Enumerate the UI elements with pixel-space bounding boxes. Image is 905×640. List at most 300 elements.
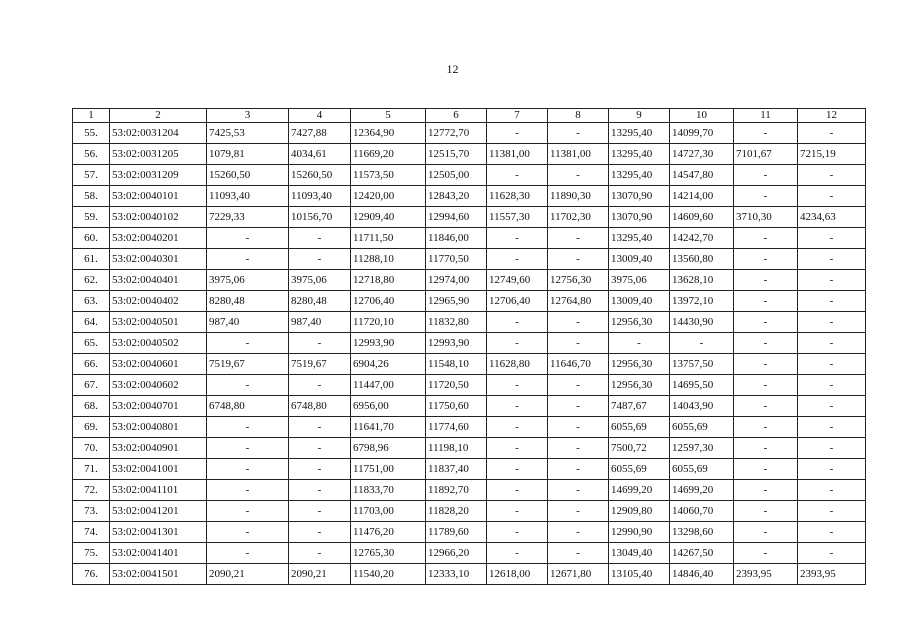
table-cell: 6748,80: [207, 396, 289, 417]
page-number: 12: [446, 62, 459, 76]
table-cell: -: [734, 291, 798, 312]
table-cell: 4034,61: [289, 144, 351, 165]
table-cell: 53:02:0040602: [110, 375, 207, 396]
table-cell: -: [548, 543, 609, 564]
table-cell: 11540,20: [351, 564, 426, 585]
column-header: 7: [487, 109, 548, 123]
table-cell: 12965,90: [426, 291, 487, 312]
table-cell: -: [798, 480, 866, 501]
table-cell: 53:02:0040401: [110, 270, 207, 291]
table-cell: 12333,10: [426, 564, 487, 585]
table-cell: -: [487, 375, 548, 396]
table-cell: -: [289, 249, 351, 270]
table-cell: 2393,95: [798, 564, 866, 585]
table-row: [73, 249, 866, 270]
table-cell: -: [798, 270, 866, 291]
table-cell: 53:02:0040601: [110, 354, 207, 375]
table-cell: -: [207, 543, 289, 564]
table-cell: 14043,90: [670, 396, 734, 417]
table-cell: 11381,00: [548, 144, 609, 165]
table-row: [73, 123, 866, 144]
table-row: [73, 501, 866, 522]
table-cell: 14727,30: [670, 144, 734, 165]
table-cell: -: [207, 438, 289, 459]
table-cell: -: [289, 459, 351, 480]
table-row: [73, 228, 866, 249]
table-cell: 12706,40: [487, 291, 548, 312]
table-cell: 11573,50: [351, 165, 426, 186]
table-cell: 3975,06: [609, 270, 670, 291]
table-cell: -: [798, 375, 866, 396]
table-cell: -: [289, 522, 351, 543]
table-cell: -: [487, 543, 548, 564]
column-header: 11: [734, 109, 798, 123]
table-cell: 11628,80: [487, 354, 548, 375]
table-cell: 7519,67: [207, 354, 289, 375]
table-cell: 68.: [73, 396, 110, 417]
table-cell: 11288,10: [351, 249, 426, 270]
table-cell: -: [734, 270, 798, 291]
table-cell: 12966,20: [426, 543, 487, 564]
table-cell: 14430,90: [670, 312, 734, 333]
table-cell: -: [487, 249, 548, 270]
table-cell: -: [734, 480, 798, 501]
table-cell: 11646,70: [548, 354, 609, 375]
table-cell: 14060,70: [670, 501, 734, 522]
table-cell: 53:02:0040701: [110, 396, 207, 417]
table-cell: -: [289, 375, 351, 396]
table-cell: -: [798, 333, 866, 354]
table-cell: -: [548, 522, 609, 543]
table-cell: 13295,40: [609, 165, 670, 186]
table-cell: 53:02:0040402: [110, 291, 207, 312]
table-cell: 60.: [73, 228, 110, 249]
table-cell: -: [734, 375, 798, 396]
table-cell: 53:02:0041301: [110, 522, 207, 543]
table-cell: -: [734, 312, 798, 333]
table-cell: -: [207, 417, 289, 438]
table-cell: 14214,00: [670, 186, 734, 207]
table-cell: 11890,30: [548, 186, 609, 207]
table-cell: -: [734, 501, 798, 522]
header-row: [73, 109, 866, 123]
table-cell: 53:02:0031205: [110, 144, 207, 165]
table-cell: -: [487, 501, 548, 522]
table-cell: 12974,00: [426, 270, 487, 291]
table-cell: -: [734, 417, 798, 438]
table-cell: 12765,30: [351, 543, 426, 564]
table-cell: 13009,40: [609, 249, 670, 270]
table-cell: 987,40: [207, 312, 289, 333]
table-cell: -: [548, 459, 609, 480]
table-cell: -: [798, 396, 866, 417]
table-cell: 2090,21: [289, 564, 351, 585]
table-cell: 58.: [73, 186, 110, 207]
table-cell: 11093,40: [207, 186, 289, 207]
column-header: 1: [73, 109, 110, 123]
data-table: [72, 108, 866, 585]
table-cell: 12515,70: [426, 144, 487, 165]
table-cell: -: [734, 354, 798, 375]
column-header: 8: [548, 109, 609, 123]
table-cell: 6055,69: [609, 459, 670, 480]
table-cell: -: [207, 501, 289, 522]
table-cell: 6956,00: [351, 396, 426, 417]
table-cell: -: [487, 522, 548, 543]
table-cell: 53:02:0040301: [110, 249, 207, 270]
table-cell: 53:02:0041401: [110, 543, 207, 564]
table-cell: -: [798, 186, 866, 207]
table-cell: 1079,81: [207, 144, 289, 165]
table-cell: -: [734, 543, 798, 564]
table-cell: 13295,40: [609, 144, 670, 165]
table-cell: -: [734, 396, 798, 417]
table-cell: 11381,00: [487, 144, 548, 165]
table-cell: 11720,50: [426, 375, 487, 396]
table-cell: -: [487, 312, 548, 333]
table-cell: 12909,80: [609, 501, 670, 522]
column-header: 2: [110, 109, 207, 123]
table-cell: 11641,70: [351, 417, 426, 438]
table-cell: 11750,60: [426, 396, 487, 417]
table-cell: -: [548, 312, 609, 333]
table-cell: 67.: [73, 375, 110, 396]
table-cell: -: [548, 480, 609, 501]
table-cell: -: [548, 228, 609, 249]
table-cell: 2393,95: [734, 564, 798, 585]
table-cell: -: [548, 123, 609, 144]
table-cell: -: [487, 459, 548, 480]
table-cell: -: [734, 522, 798, 543]
table-cell: -: [207, 375, 289, 396]
table-cell: -: [487, 333, 548, 354]
table-cell: 7500,72: [609, 438, 670, 459]
column-header: 6: [426, 109, 487, 123]
table-cell: -: [798, 312, 866, 333]
table-cell: 12956,30: [609, 375, 670, 396]
table-cell: 13295,40: [609, 123, 670, 144]
table-cell: 11447,00: [351, 375, 426, 396]
table-cell: 66.: [73, 354, 110, 375]
table-cell: -: [798, 459, 866, 480]
column-header: 9: [609, 109, 670, 123]
table-cell: -: [670, 333, 734, 354]
table-cell: -: [548, 375, 609, 396]
table-cell: 3710,30: [734, 207, 798, 228]
table-cell: -: [487, 480, 548, 501]
table-cell: -: [734, 249, 798, 270]
table-cell: 15260,50: [207, 165, 289, 186]
table-cell: 11703,00: [351, 501, 426, 522]
table-cell: 7229,33: [207, 207, 289, 228]
table-cell: 14547,80: [670, 165, 734, 186]
table-cell: 13972,10: [670, 291, 734, 312]
table-cell: 14846,40: [670, 564, 734, 585]
table-cell: -: [487, 438, 548, 459]
table-cell: 53:02:0040501: [110, 312, 207, 333]
table-cell: -: [487, 396, 548, 417]
table-body: [73, 123, 866, 585]
table-cell: 13070,90: [609, 207, 670, 228]
table-cell: 53:02:0041101: [110, 480, 207, 501]
table-cell: -: [548, 396, 609, 417]
table-cell: 59.: [73, 207, 110, 228]
table-cell: -: [548, 249, 609, 270]
table-cell: -: [548, 501, 609, 522]
table-cell: -: [798, 501, 866, 522]
table-cell: -: [207, 459, 289, 480]
table-cell: -: [734, 165, 798, 186]
table-cell: -: [798, 228, 866, 249]
table-cell: -: [487, 165, 548, 186]
table-cell: 2090,21: [207, 564, 289, 585]
column-header: 4: [289, 109, 351, 123]
table-cell: 6055,69: [670, 417, 734, 438]
table-cell: 12597,30: [670, 438, 734, 459]
table-cell: 74.: [73, 522, 110, 543]
table-row: [73, 207, 866, 228]
table-cell: 7101,67: [734, 144, 798, 165]
table-cell: 11093,40: [289, 186, 351, 207]
table-cell: 8280,48: [207, 291, 289, 312]
table-cell: 12706,40: [351, 291, 426, 312]
table-row: [73, 165, 866, 186]
table-cell: 14267,50: [670, 543, 734, 564]
table-row: [73, 564, 866, 585]
table-cell: -: [207, 249, 289, 270]
table-row: [73, 522, 866, 543]
table-cell: 13298,60: [670, 522, 734, 543]
table-row: [73, 291, 866, 312]
table-cell: -: [798, 522, 866, 543]
table-cell: 14242,70: [670, 228, 734, 249]
table-cell: 4234,63: [798, 207, 866, 228]
column-header: 12: [798, 109, 866, 123]
table-row: [73, 417, 866, 438]
table-cell: -: [207, 228, 289, 249]
table-cell: 3975,06: [207, 270, 289, 291]
table-cell: 7425,53: [207, 123, 289, 144]
column-header: 5: [351, 109, 426, 123]
table-cell: -: [289, 480, 351, 501]
table-cell: 53:02:0040502: [110, 333, 207, 354]
table-cell: -: [487, 228, 548, 249]
table-cell: 11548,10: [426, 354, 487, 375]
table-cell: 13070,90: [609, 186, 670, 207]
table-cell: 12843,20: [426, 186, 487, 207]
table-cell: 56.: [73, 144, 110, 165]
table-cell: 11832,80: [426, 312, 487, 333]
table-cell: 11837,40: [426, 459, 487, 480]
table-cell: 11669,20: [351, 144, 426, 165]
table-cell: -: [798, 249, 866, 270]
table-cell: -: [289, 417, 351, 438]
table-cell: 73.: [73, 501, 110, 522]
table-cell: 57.: [73, 165, 110, 186]
table-cell: 64.: [73, 312, 110, 333]
table-row: [73, 333, 866, 354]
table-cell: 12756,30: [548, 270, 609, 291]
table-cell: 6748,80: [289, 396, 351, 417]
table-cell: 12990,90: [609, 522, 670, 543]
table-cell: -: [798, 354, 866, 375]
table-cell: -: [207, 522, 289, 543]
table-cell: 14699,20: [670, 480, 734, 501]
table-cell: -: [798, 417, 866, 438]
table-cell: -: [798, 543, 866, 564]
table-cell: 53:02:0041501: [110, 564, 207, 585]
table-cell: 13560,80: [670, 249, 734, 270]
table-cell: 11198,10: [426, 438, 487, 459]
table-cell: 53:02:0040101: [110, 186, 207, 207]
table-cell: -: [548, 165, 609, 186]
table-row: [73, 375, 866, 396]
column-header: 10: [670, 109, 734, 123]
table-cell: 7215,19: [798, 144, 866, 165]
table-cell: 6055,69: [670, 459, 734, 480]
table-row: [73, 396, 866, 417]
table-cell: 6798,96: [351, 438, 426, 459]
table-row: [73, 438, 866, 459]
table-cell: 3975,06: [289, 270, 351, 291]
column-header: 3: [207, 109, 289, 123]
table-cell: 11720,10: [351, 312, 426, 333]
table-row: [73, 186, 866, 207]
table-cell: 11789,60: [426, 522, 487, 543]
table-cell: 12505,00: [426, 165, 487, 186]
table-cell: -: [798, 291, 866, 312]
table-cell: -: [289, 543, 351, 564]
table-cell: 11702,30: [548, 207, 609, 228]
table-cell: 11828,20: [426, 501, 487, 522]
table-cell: -: [289, 228, 351, 249]
table-cell: 70.: [73, 438, 110, 459]
table-cell: 12993,90: [426, 333, 487, 354]
table-cell: -: [289, 333, 351, 354]
table-cell: 12772,70: [426, 123, 487, 144]
table-cell: -: [548, 417, 609, 438]
table-row: [73, 354, 866, 375]
table-cell: 6904,26: [351, 354, 426, 375]
table-cell: 11833,70: [351, 480, 426, 501]
table-cell: -: [734, 228, 798, 249]
table-cell: 11557,30: [487, 207, 548, 228]
table-cell: -: [289, 438, 351, 459]
table-cell: 12994,60: [426, 207, 487, 228]
table-row: [73, 270, 866, 291]
table-cell: 12909,40: [351, 207, 426, 228]
table-cell: -: [734, 459, 798, 480]
table-cell: 15260,50: [289, 165, 351, 186]
table-cell: 53:02:0031204: [110, 123, 207, 144]
table-cell: -: [798, 123, 866, 144]
table-cell: 12749,60: [487, 270, 548, 291]
table-cell: -: [798, 438, 866, 459]
table-cell: 7487,67: [609, 396, 670, 417]
table-cell: 13049,40: [609, 543, 670, 564]
table-cell: 13105,40: [609, 564, 670, 585]
table-cell: 11476,20: [351, 522, 426, 543]
table-cell: 10156,70: [289, 207, 351, 228]
table-cell: 53:02:0040901: [110, 438, 207, 459]
table-row: [73, 459, 866, 480]
table-cell: 72.: [73, 480, 110, 501]
table-cell: 65.: [73, 333, 110, 354]
table-cell: 75.: [73, 543, 110, 564]
table-cell: 11751,00: [351, 459, 426, 480]
table-cell: 11774,60: [426, 417, 487, 438]
table-cell: -: [734, 186, 798, 207]
table-cell: 53:02:0041001: [110, 459, 207, 480]
table-cell: 53:02:0040201: [110, 228, 207, 249]
table-cell: -: [734, 333, 798, 354]
table-cell: 11711,50: [351, 228, 426, 249]
table-row: [73, 312, 866, 333]
table-cell: 11628,30: [487, 186, 548, 207]
table-cell: 12671,80: [548, 564, 609, 585]
table-cell: 11770,50: [426, 249, 487, 270]
table-cell: 61.: [73, 249, 110, 270]
table-row: [73, 144, 866, 165]
table-cell: -: [207, 333, 289, 354]
table-cell: 6055,69: [609, 417, 670, 438]
table-cell: -: [548, 438, 609, 459]
table-cell: -: [734, 438, 798, 459]
table-cell: 13628,10: [670, 270, 734, 291]
table-cell: 53:02:0031209: [110, 165, 207, 186]
table-cell: 12764,80: [548, 291, 609, 312]
table-cell: 12956,30: [609, 354, 670, 375]
table-cell: 71.: [73, 459, 110, 480]
table-cell: 13295,40: [609, 228, 670, 249]
table-cell: 14695,50: [670, 375, 734, 396]
table-cell: 14609,60: [670, 207, 734, 228]
table-cell: 53:02:0040801: [110, 417, 207, 438]
table-cell: -: [487, 123, 548, 144]
table-cell: 13757,50: [670, 354, 734, 375]
table-cell: -: [289, 501, 351, 522]
table-cell: 14699,20: [609, 480, 670, 501]
table-cell: -: [609, 333, 670, 354]
table-cell: -: [548, 333, 609, 354]
table-cell: 8280,48: [289, 291, 351, 312]
table-cell: 14099,70: [670, 123, 734, 144]
table-cell: 11846,00: [426, 228, 487, 249]
table-cell: 12364,90: [351, 123, 426, 144]
table-row: [73, 543, 866, 564]
table-cell: 7519,67: [289, 354, 351, 375]
table-cell: -: [734, 123, 798, 144]
table-cell: 987,40: [289, 312, 351, 333]
table-cell: 63.: [73, 291, 110, 312]
table-cell: -: [798, 165, 866, 186]
table-cell: 53:02:0041201: [110, 501, 207, 522]
table-cell: 53:02:0040102: [110, 207, 207, 228]
table-cell: 69.: [73, 417, 110, 438]
table-cell: 12618,00: [487, 564, 548, 585]
table-cell: 11892,70: [426, 480, 487, 501]
table-cell: 62.: [73, 270, 110, 291]
table-cell: 55.: [73, 123, 110, 144]
table-cell: -: [487, 417, 548, 438]
table-cell: 13009,40: [609, 291, 670, 312]
table-cell: 12420,00: [351, 186, 426, 207]
table-cell: 12956,30: [609, 312, 670, 333]
table-cell: 12718,80: [351, 270, 426, 291]
table-row: [73, 480, 866, 501]
table-cell: 12993,90: [351, 333, 426, 354]
table-cell: 76.: [73, 564, 110, 585]
